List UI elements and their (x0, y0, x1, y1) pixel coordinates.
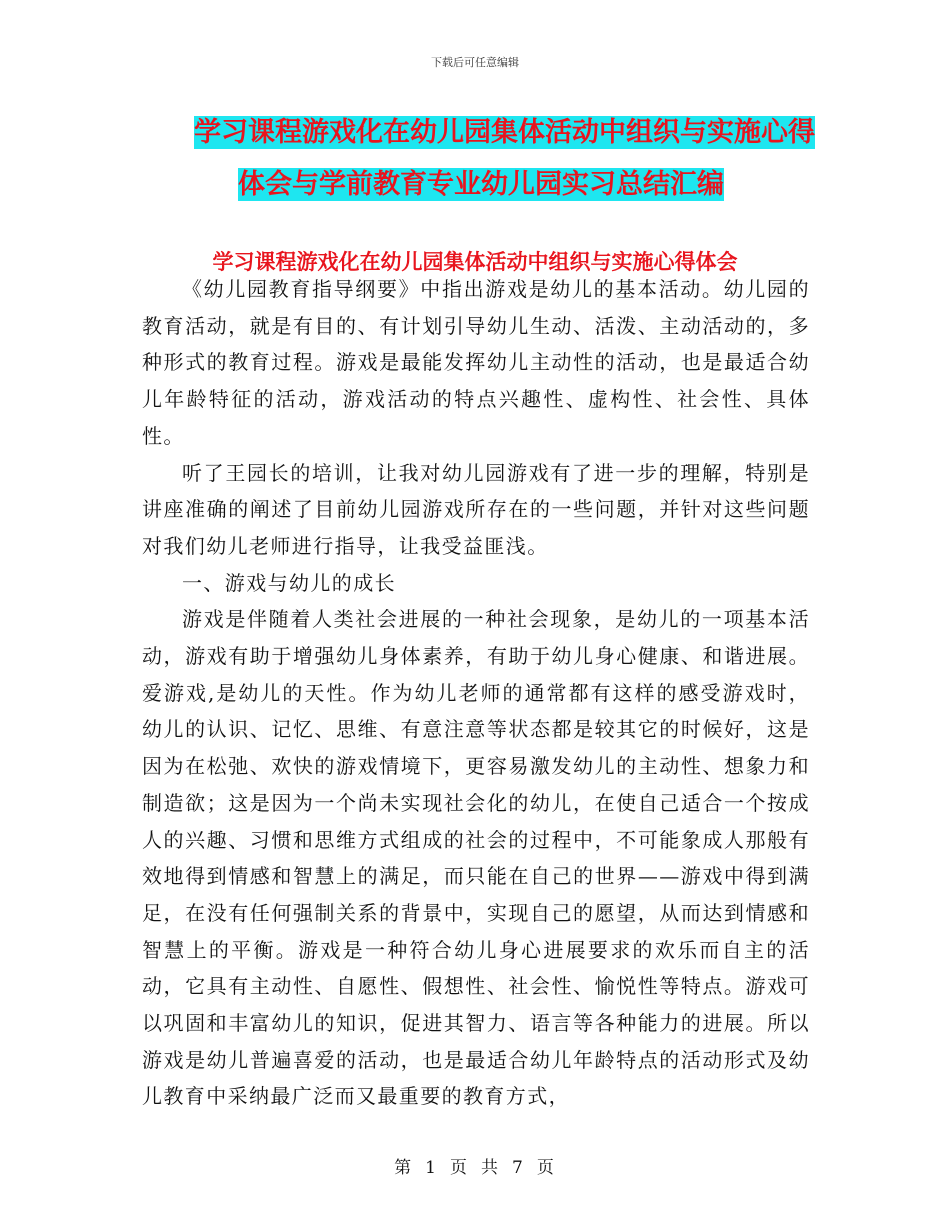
title-line-1 (0, 107, 950, 159)
section-title: 学习课程游戏化在幼儿园集体活动中组织与实施心得体会 (212, 250, 738, 274)
paragraph-heading-1: 一、游戏与幼儿的成长 (182, 570, 396, 595)
paragraph-1: 《幼儿园教育指导纲要》中指出游戏是幼儿的基本活动。幼儿园的教育活动，就是有目的、有计划引导幼儿生动、活泼、主动活动的，多种形式的教育过程。游戏是最能发挥幼儿主动性的活动，也是最适合幼儿年龄特征的活动，游戏活动的特点兴趣性、虚构性、社会性、具体性。 (142, 277, 810, 448)
title-line-2 (0, 159, 950, 211)
page-label-prefix: 第 (394, 1158, 414, 1178)
title-line-2-text: 体会与学前教育专业幼儿园实习总结汇编 (238, 169, 724, 200)
page-label-mid: 页 (450, 1158, 469, 1178)
document-title (0, 107, 950, 211)
total-label: 共 (481, 1158, 500, 1178)
page-header-note: 下载后可任意编辑 (431, 56, 519, 69)
title-line-1-text: 学习课程游戏化在幼儿园集体活动中组织与实施心得 (194, 117, 815, 148)
paragraph-2: 听了王园长的培训，让我对幼儿园游戏有了进一步的理解，特别是讲座准确的阐述了目前幼儿园游戏所存在的一些问题，并针对这些问题对我们幼儿老师进行指导，让我受益匪浅。 (142, 460, 810, 558)
page-current: 1 (425, 1158, 438, 1178)
page-label-suffix: 页 (536, 1158, 556, 1178)
page-footer (0, 1153, 950, 1178)
page-total: 7 (512, 1158, 525, 1178)
document-body (142, 271, 810, 1115)
paragraph-3: 游戏是伴随着人类社会进展的一种社会现象，是幼儿的一项基本活动，游戏有助于增强幼儿身体素养，有助于幼儿身心健康、和谐进展。爱游戏,是幼儿的天性。作为幼儿老师的通常都有这样的感受游戏时，幼儿的认识、记忆、思维、有意注意等状态都是较其它的时候好，这是因为在松弛、欢快的游戏情境下，更容易激发幼儿的主动性、想象力和制造欲；这是因为一个尚未实现社会化的幼儿，在使自己适合一个按成人的兴趣、习惯和思维方式组成的社会的过程中，不可能象成人那般有效地得到情感和智慧上的满足，而只能在自己的世界——游戏中得到满足，在没有任何强制关系的背景中，实现自己的愿望，从而达到情感和智慧上的平衡。游戏是一种符合幼儿身心进展要求的欢乐而自主的活动，它具有主动性、自愿性、假想性、社会性、愉悦性等特点。游戏可以巩固和丰富幼儿的知识，促进其智力、语言等各种能力的进展。所以游戏是幼儿普遍喜爱的活动，也是最适合幼儿年龄特点的活动形式及幼儿教育中采纳最广泛而又最重要的教育方式， (142, 607, 810, 1109)
